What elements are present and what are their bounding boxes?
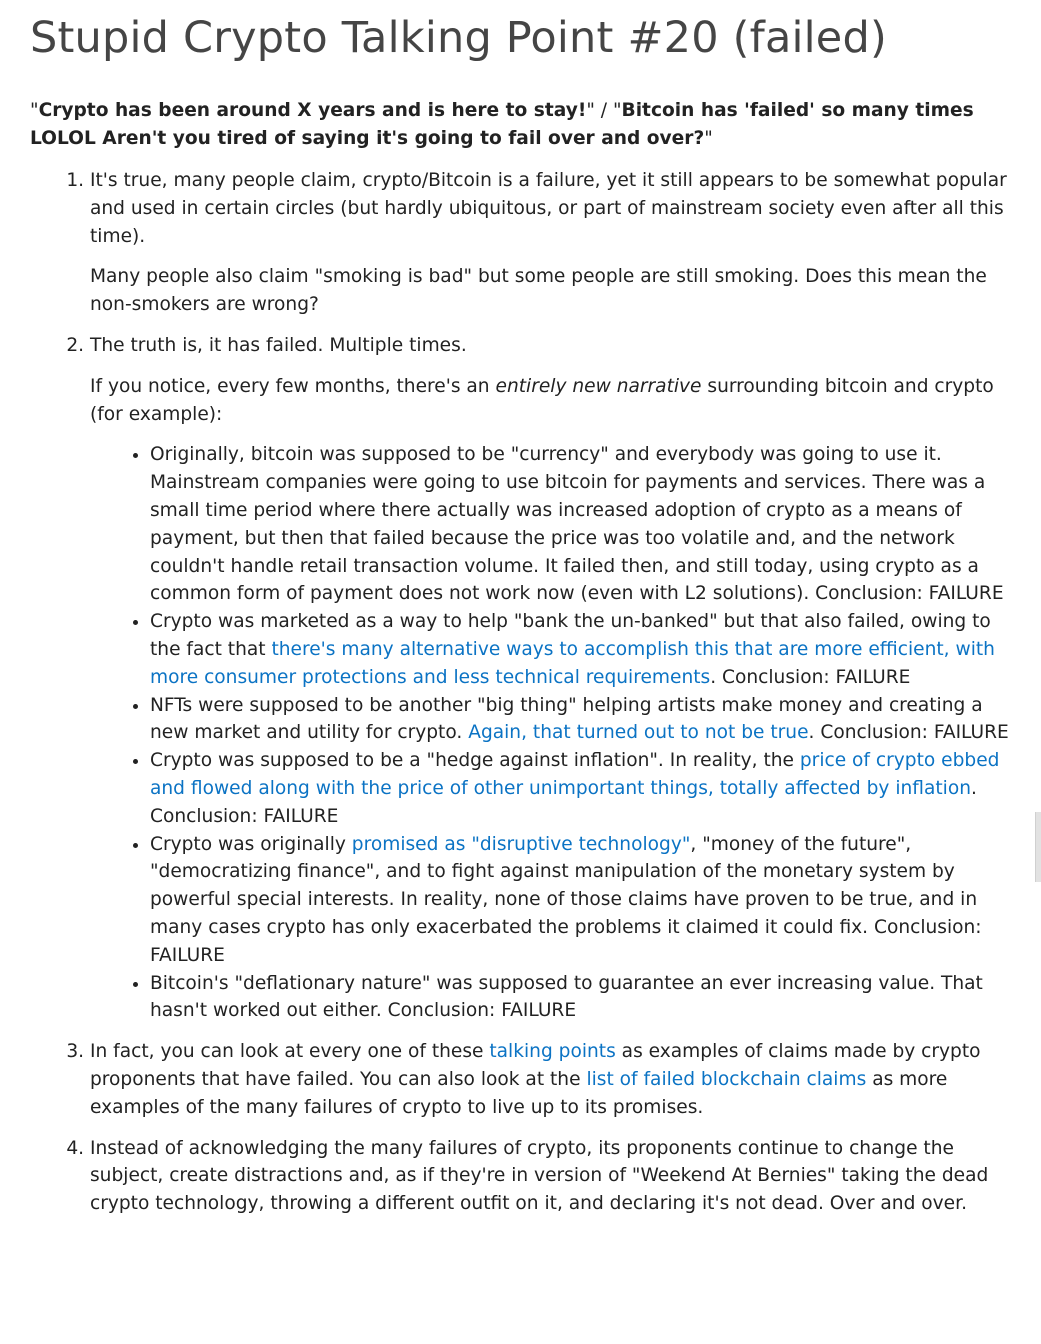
point-2-paragraph-2 xyxy=(90,373,1020,429)
price-of-crypto-link[interactable]: price of crypto ebbed and flowed along with the price of other unimportant things, totally affected by inflation xyxy=(150,750,1000,799)
failed-blockchain-claims-link[interactable]: list of failed blockchain claims xyxy=(586,1068,867,1090)
intro-quote-2: Bitcoin has 'failed' so many times LOLOL Aren't you tired of saying it's going to fail over and over? xyxy=(30,100,974,149)
point-2-paragraph-1: 2. The truth is, it has failed. Multiple times. xyxy=(90,334,467,356)
alternative-ways-link[interactable]: there's many alternative ways to accomplish this that are more efficient, with more consumer protections and less technical requirements xyxy=(150,638,995,688)
narrative-conclusion: , "money of the future", "democratizing finance", and to fight against manipulation of the monetary system by powerful special interests. In reality, none of those claims have proven to be true, and in many cases crypto has only exacerbated the problems it claimed it could fix. Conclusion: FAILURE xyxy=(150,833,982,966)
narrative-text: Crypto was marketed as a way to help "bank the un-banked" but that also failed, owing to the fact that xyxy=(150,611,991,660)
narrative-list xyxy=(90,441,1020,1025)
article xyxy=(30,0,1020,1231)
point-3-text-mid: as examples of claims made by crypto proponents that have failed. You can also look at the xyxy=(90,1041,981,1090)
point-3-text-post: as more examples of the many failures of crypto to live up to its promises. xyxy=(90,1068,948,1118)
point-2-text-pre: If you notice, every few months, there's an xyxy=(90,375,496,397)
intro-quote-1: Crypto has been around X years and is here to stay! xyxy=(38,100,587,121)
point-1-paragraph-2: Many people also claim "smoking is bad" but some people are still smoking. Does this mean the non-smokers are wrong? xyxy=(90,266,987,316)
narrative-text: Crypto was originally xyxy=(150,833,352,855)
narrative-item-disruptive xyxy=(150,831,1020,970)
narrative-conclusion: . Conclusion: FAILURE xyxy=(710,666,911,688)
quote-mark-close: " xyxy=(704,128,713,149)
nft-not-true-link[interactable]: Again, that turned out to not be true xyxy=(468,722,809,744)
scrollbar-thumb[interactable] xyxy=(1035,812,1041,882)
narrative-item-nfts xyxy=(150,692,1020,748)
point-3 xyxy=(90,1038,1020,1121)
talking-points-link[interactable]: talking points xyxy=(489,1041,616,1063)
intro-quote xyxy=(30,97,1020,153)
quote-mark-open: " xyxy=(30,100,39,121)
point-2 xyxy=(90,332,1020,1025)
narrative-text: NFTs were supposed to be another "big thing" helping artists make money and creating a new market and utility for crypto. xyxy=(150,694,983,744)
narrative-item-inflation xyxy=(150,747,1020,830)
point-2-text-post: surrounding bitcoin and crypto (for example): xyxy=(90,375,994,425)
disruptive-technology-link[interactable]: promised as "disruptive technology" xyxy=(351,833,691,855)
page-title: Stupid Crypto Talking Point #20 (failed) xyxy=(30,13,887,63)
point-1-paragraph-1: 1. It's true, many people claim, crypto/Bitcoin is a failure, yet it still appears to be somewhat popular and used in certain circles (but hardly ubiquitous, or part of mainstream society even after all this time). xyxy=(90,170,1007,247)
point-2-emphasis: entirely new narrative xyxy=(495,375,702,397)
narrative-conclusion: . Conclusion: FAILURE xyxy=(150,777,977,827)
quote-separator: " / " xyxy=(586,100,622,121)
narrative-conclusion: . Conclusion: FAILURE xyxy=(808,722,1009,744)
point-4 xyxy=(90,1135,1020,1218)
point-4-paragraph: 4. Instead of acknowledging the many failures of crypto, its proponents continue to change the subject, create distractions and, as if they're in version of "Weekend At Bernies" taking the dead crypto technology, throwing a different outfit on it, and declaring it's not dead. Over and over. xyxy=(90,1137,989,1215)
narrative-item-deflationary: • Bitcoin's "deflationary nature" was supposed to guarantee an ever increasing value. That hasn't worked out either. Conclusion: FAILURE xyxy=(150,970,1020,1026)
points-list xyxy=(30,167,1020,1218)
point-3-text-pre: In fact, you can look at every one of these xyxy=(90,1041,490,1063)
narrative-text: Crypto was supposed to be a "hedge against inflation". In reality, the xyxy=(150,750,800,772)
narrative-item-currency: • Originally, bitcoin was supposed to be "currency" and everybody was going to use it. Mainstream companies were going to use bitcoin for payments and services. There was a small time period where there actually was increased adoption of crypto as a means of payment, but then that failed because the price was too volatile and, and the network couldn't handle retail transaction volume. It failed then, and still today, using crypto as a common form of payment does not work now (even with L2 solutions). Conclusion: FAILURE xyxy=(150,441,1020,608)
point-1 xyxy=(90,167,1020,319)
point-3-paragraph xyxy=(90,1038,1020,1121)
narrative-item-unbanked xyxy=(150,608,1020,691)
